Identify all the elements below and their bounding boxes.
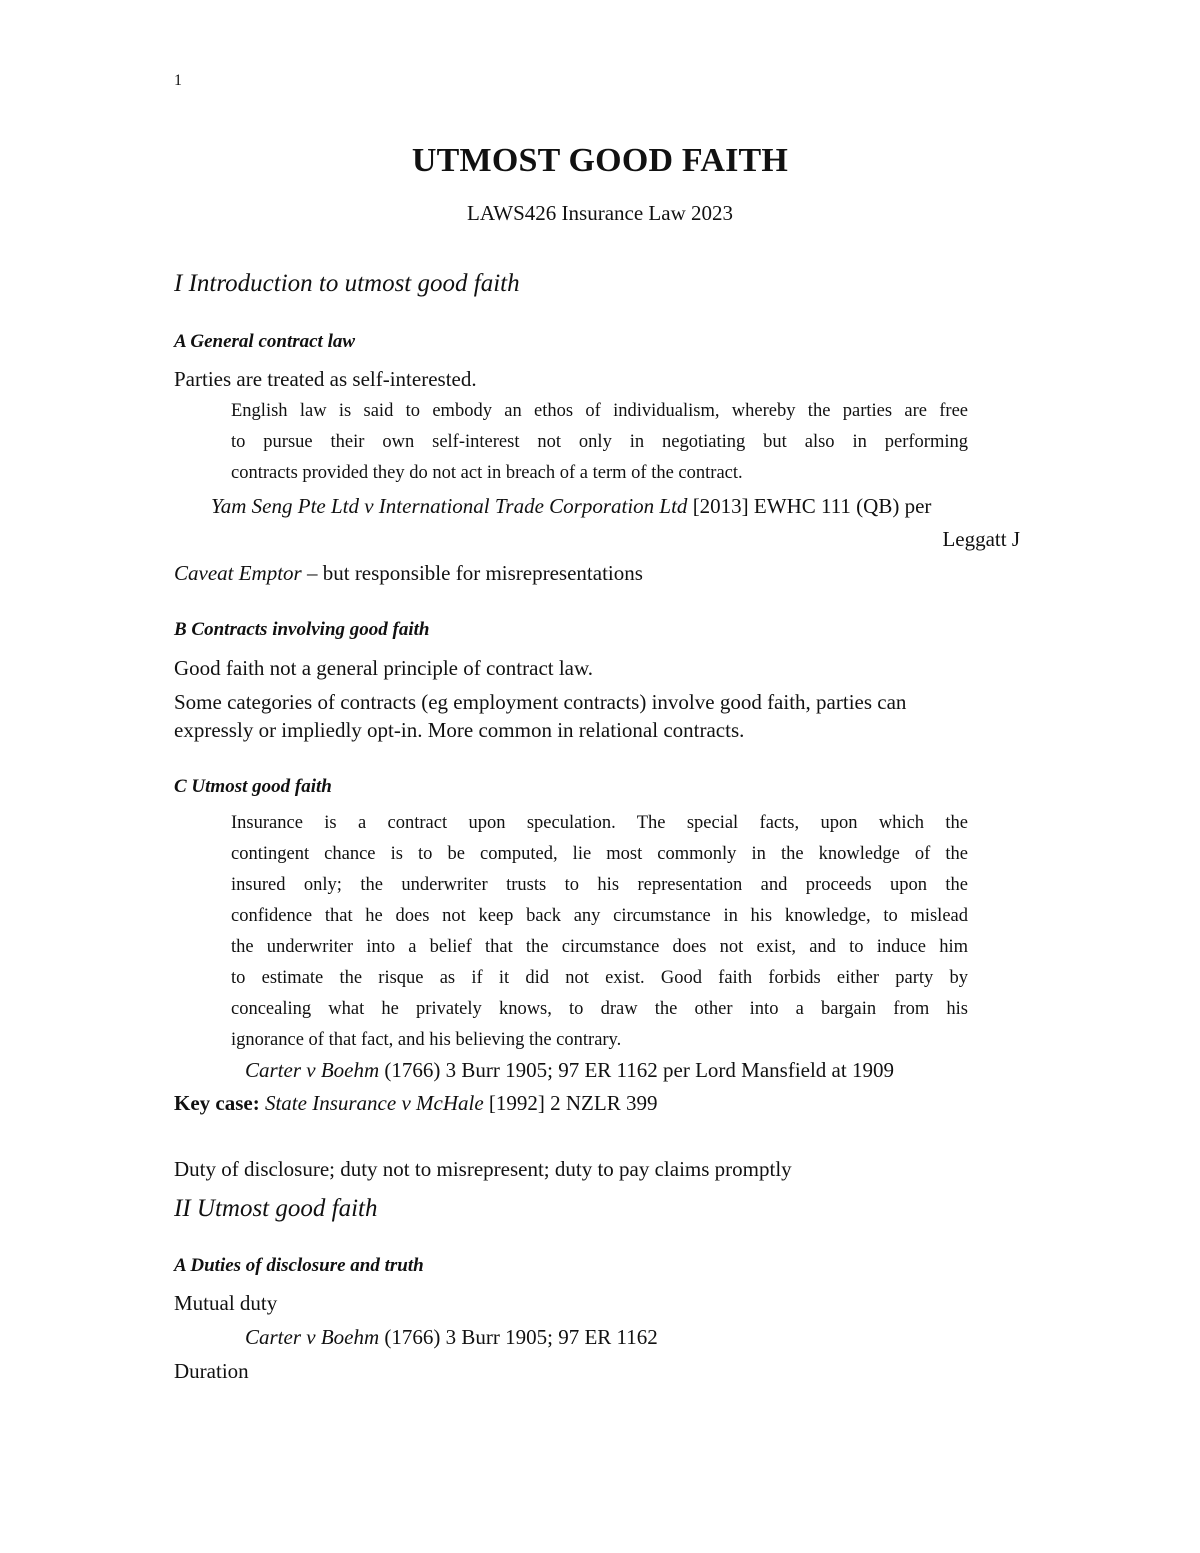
section-1b-paragraph-1: Good faith not a general principle of contract law. (174, 656, 594, 680)
quote-line: insured only; the underwriter trusts to his representation and proceeds upon the (231, 875, 968, 895)
quote-line: to pursue their own self-interest not only in negotiating but also in performing (231, 432, 968, 452)
citation-judge: Leggatt J (942, 527, 1020, 551)
quote-line: to estimate the risque as if it did not exist. Good faith forbids either party by (231, 968, 968, 988)
carter-v-boehm-citation (245, 1058, 894, 1083)
page-number: 1 (174, 72, 182, 89)
quote-line: English law is said to embody an ethos of individualism, whereby the parties are free (231, 401, 968, 421)
section-1b-heading: B Contracts involving good faith (174, 619, 430, 640)
quote-line: contingent chance is to be computed, lie most commonly in the knowledge of the (231, 844, 968, 864)
section-2-heading: II Utmost good faith (174, 1195, 378, 1222)
carter-v-boehm-citation-2 (245, 1325, 658, 1350)
case-name: Carter v Boehm (245, 1058, 380, 1082)
quote-line: the underwriter into a belief that the circumstance does not exist, and to induce him (231, 937, 968, 957)
quote-line: ignorance of that fact, and his believing the contrary. (231, 1030, 622, 1050)
duties-summary: Duty of disclosure; duty not to misrepresent; duty to pay claims promptly (174, 1157, 792, 1181)
section-1-heading: I Introduction to utmost good faith (174, 270, 520, 297)
section-2a-heading: A Duties of disclosure and truth (174, 1255, 424, 1276)
citation-reference: (1766) 3 Burr 1905; 97 ER 1162 (379, 1325, 658, 1349)
key-case-line (174, 1091, 657, 1116)
key-case-label: Key case: (174, 1091, 260, 1115)
individualism-quote (231, 396, 968, 489)
case-name: State Insurance v McHale (264, 1091, 484, 1115)
section-1c-heading: C Utmost good faith (174, 776, 332, 797)
caveat-emptor-term: Caveat Emptor (174, 561, 302, 585)
caveat-emptor-text: – but responsible for misrepresentations (301, 561, 643, 585)
yam-seng-citation (211, 494, 931, 519)
section-1a-paragraph: Parties are treated as self-interested. (174, 367, 477, 391)
section-1b-paragraph-2-line-2: expressly or impliedly opt-in. More common in relational contracts. (174, 718, 745, 742)
quote-line: confidence that he does not keep back any circumstance in his knowledge, to mislead (231, 906, 968, 926)
carter-v-boehm-quote (231, 808, 968, 1056)
citation-reference: [2013] EWHC 111 (QB) per (687, 494, 932, 518)
quote-line: contracts provided they do not act in breach of a term of the contract. (231, 463, 743, 483)
section-1b-paragraph-2-line-1: Some categories of contracts (eg employment contracts) involve good faith, parties can (174, 690, 907, 714)
quote-line: Insurance is a contract upon speculation. The special facts, upon which the (231, 813, 968, 833)
document-title: UTMOST GOOD FAITH (411, 142, 789, 179)
case-name: Carter v Boehm (245, 1325, 380, 1349)
quote-line: concealing what he privately knows, to draw the other into a bargain from his (231, 999, 968, 1019)
citation-reference: (1766) 3 Burr 1905; 97 ER 1162 per Lord Mansfield at 1909 (379, 1058, 894, 1082)
citation-reference: [1992] 2 NZLR 399 (483, 1091, 658, 1115)
section-1a-heading: A General contract law (174, 331, 356, 352)
duration: Duration (174, 1359, 249, 1383)
document-subtitle: LAWS426 Insurance Law 2023 (467, 201, 733, 225)
mutual-duty: Mutual duty (174, 1291, 278, 1315)
caveat-emptor-line (174, 561, 643, 586)
case-name: Yam Seng Pte Ltd v International Trade Corporation Ltd (211, 494, 688, 518)
